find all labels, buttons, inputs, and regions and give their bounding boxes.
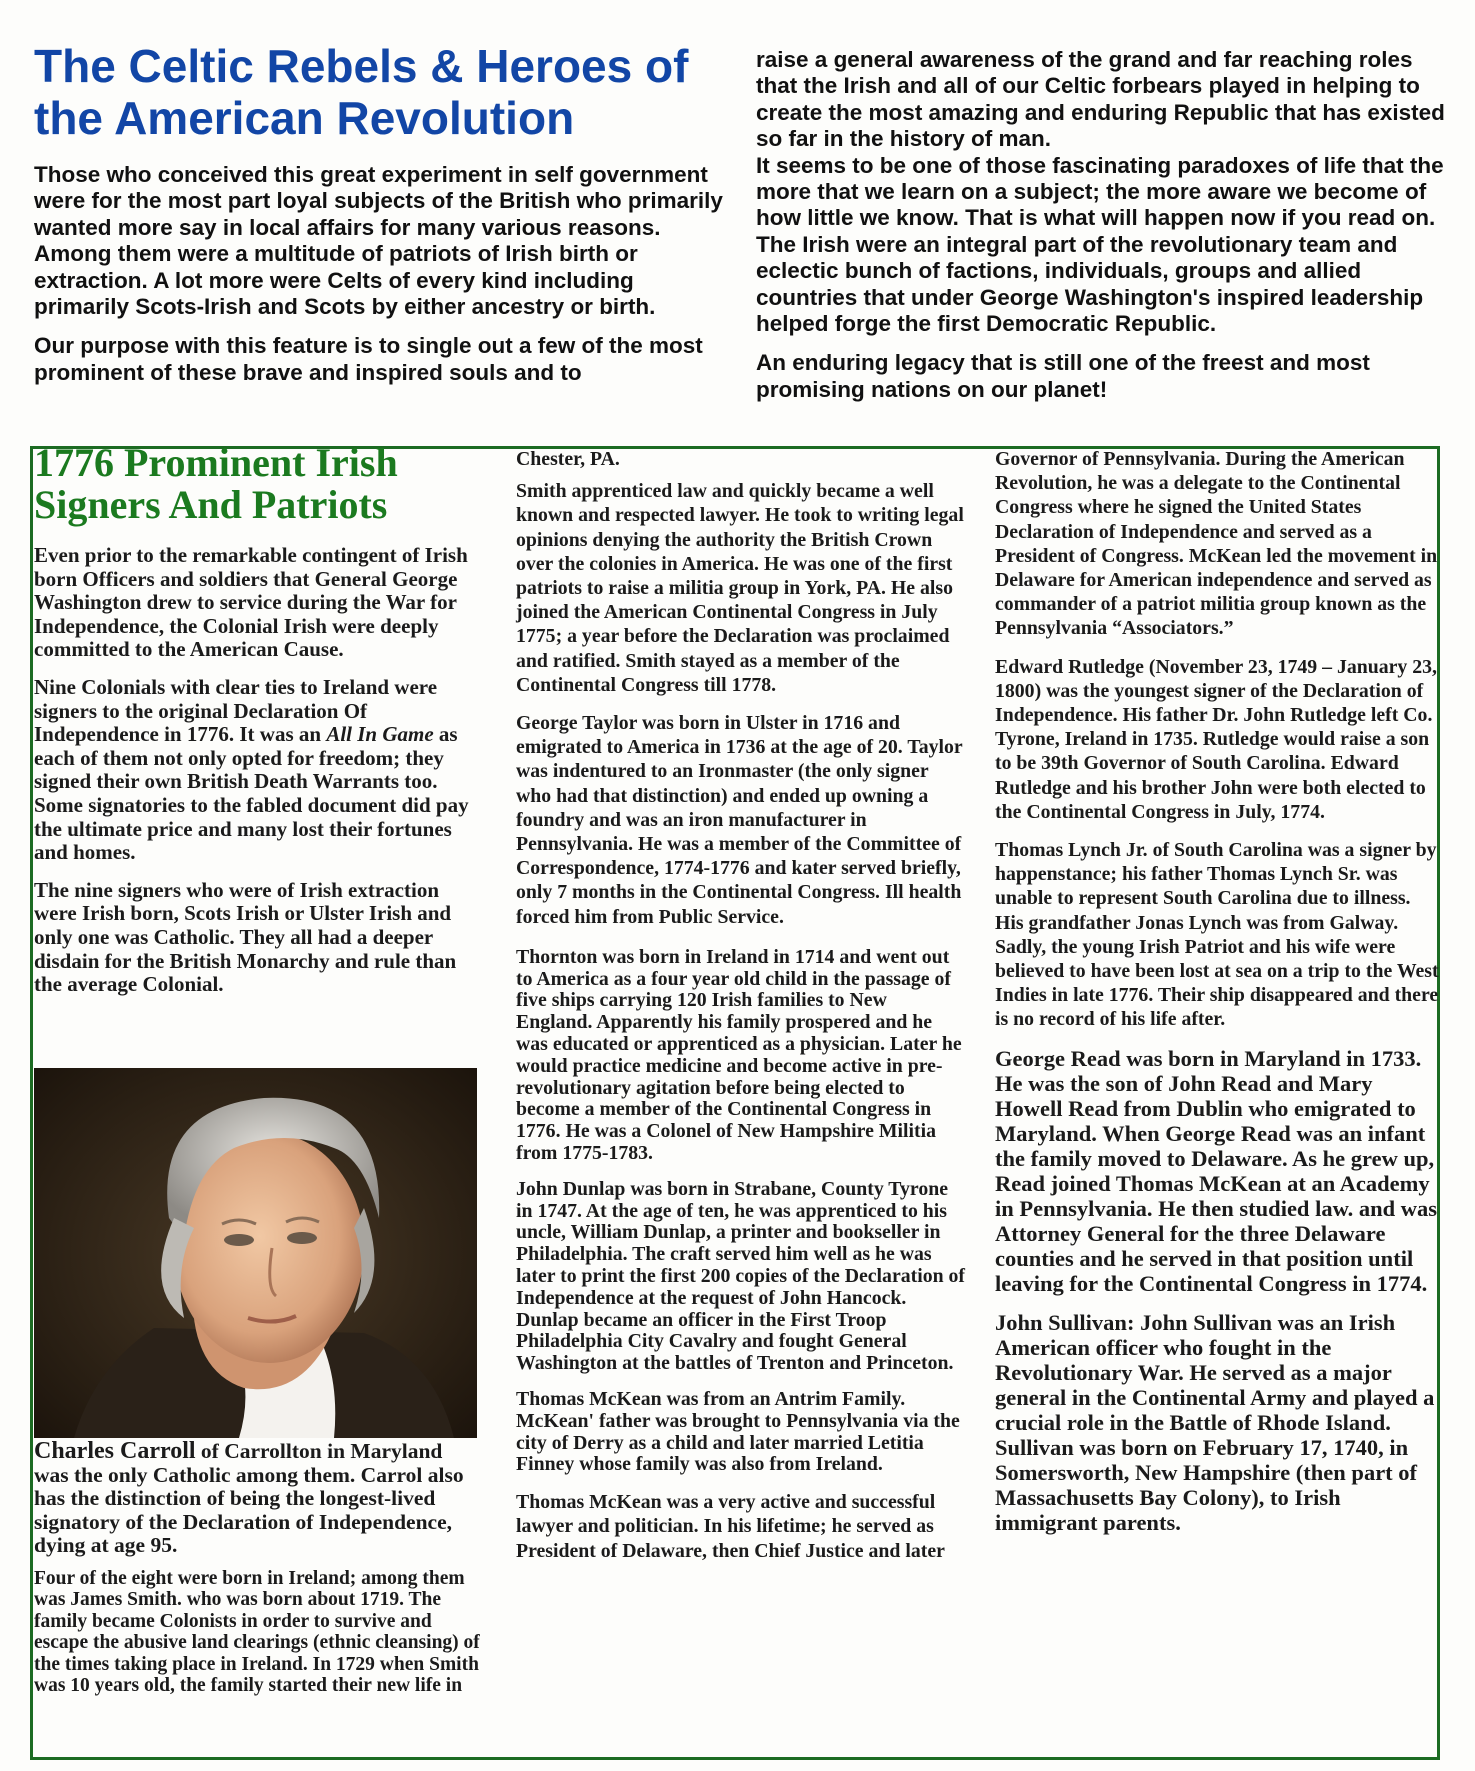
emphasis-text: All In Game <box>326 722 434 747</box>
intro-right-column <box>756 47 1446 403</box>
intro-paragraph: Our purpose with this feature is to single out a few of the most prominent of these brave and inspired souls and to <box>34 333 703 385</box>
article-paragraph: Nine Colonials with clear ties to Ireland were signers to the original Declaration Of Independence in 1776. It was an All In Game as each of them not only opted for freedom; they signed their own British Death Warrants too. Some signatories to the fabled document did pay the ultimate price and many lost their fortunes and homes. <box>34 674 469 865</box>
intro-paragraph: An enduring legacy that is still one of the freest and most promising nations on our planet! <box>756 350 1370 402</box>
intro-paragraph: Those who conceived this great experiment in self government were for the most part loyal subjects of the British who primarily wanted more say in local affairs for many various reasons. Among them were a multitude of patriots of Irish birth or extraction. A lot more were Celts of every kind including primarily Scots-Irish and Scots by either ancestry or birth. <box>34 162 723 320</box>
article-paragraph: Edward Rutledge (November 23, 1749 – January 23, 1800) was the youngest signer of the Declaration of Independence. His father Dr. John Rutledge left Co. Tyrone, Ireland in 1735. Rutledge would raise a son to be 39th Governor of South Carolina. Edward Rutledge and his brother John were both elected to the Continental Congress in July, 1774. <box>995 655 1437 823</box>
article-paragraph: Governor of Pennsylvania. During the American Revolution, he was a delegate to the Continental Congress where he signed the United States Declaration of Independence and served as a President of Congress. McKean led the movement in Delaware for American independence and served as commander of a patriot militia group known as the Pennsylvania “Associators.” <box>995 448 1438 640</box>
carroll-name: Charles Carroll <box>34 1438 196 1464</box>
article-column-1-lower <box>34 1440 480 1696</box>
carroll-paragraph: Charles Carroll of Carrollton in Maryland was the only Catholic among them. Carrol also has the distinction of being the longest-lived signatory of the Declaration of Independence, dying at age 95. <box>34 1438 464 1558</box>
article-paragraph: John Sullivan: John Sullivan was an Irish American officer who fought in the Revolutionary War. He served as a major general in the Continental Army and played a crucial role in the Battle of Rhode Island. Sullivan was born on February 17, 1740, in Somersworth, New Hampshire (then part of Massachusetts Bay Colony), to Irish immigrant parents. <box>995 1309 1435 1535</box>
article-paragraph: Even prior to the remarkable contingent of Irish born Officers and soldiers that General George Washington drew to service during the War for Independence, the Colonial Irish were deeply committed to the American Cause. <box>34 543 468 662</box>
intro-left-column <box>34 162 724 399</box>
intro-paragraph: The Irish were an integral part of the revolutionary team and eclectic bunch of factions, individuals, groups and allied countries that under George Washington's inspired leadership helped forge the first Democratic Republic. <box>756 231 1424 337</box>
page-title: The Celtic Rebels & Heroes of the American Revolution <box>34 40 689 144</box>
article-column-3 <box>995 447 1443 1549</box>
charles-carroll-portrait <box>34 1068 477 1438</box>
section-heading: 1776 Prominent Irish Signers And Patriots <box>34 440 398 527</box>
article-paragraph: Thomas McKean was a very active and successful lawyer and politician. In his lifetime; he served as President of Delaware, then Chief Justice and later <box>516 1491 945 1562</box>
article-paragraph: Chester, PA. <box>516 448 620 470</box>
article-paragraph: Thomas Lynch Jr. of South Carolina was a signer by happenstance; his father Thomas Lynch Sr. was unable to represent South Carolina due to illness. His grandfather Jonas Lynch was from Galway. Sadly, the young Irish Patriot and his wife were believed to have been lost at sea on a trip to the West Indies in late 1776. Their ship disappeared and there is no record of his life after. <box>995 839 1439 1031</box>
intro-paragraph: raise a general awareness of the grand and far reaching roles that the Irish and all of our Celtic forbears played in helping to create the most amazing and enduring Republic that has existed so far in the history of man. <box>756 47 1445 152</box>
article-column-2 <box>516 447 968 1577</box>
intro-paragraph: It seems to be one of those fascinating paradoxes of life that the more that we learn on a subject; the more aware we become of how little we know. That is what will happen now if you read on. <box>756 152 1444 231</box>
article-column-1 <box>34 544 480 1011</box>
article-paragraph: Thomas McKean was from an Antrim Family. McKean' father was brought to Pennsylvania via the city of Derry as a child and later married Letitia Finney whose family was also from Ireland. <box>516 1388 960 1476</box>
article-paragraph: The nine signers who were of Irish extraction were Irish born, Scots Irish or Ulster Irish and only one was Catholic. They all had a deeper disdain for the British Monarchy and rule than the average Colonial. <box>34 877 457 997</box>
article-paragraph: George Read was born in Maryland in 1733. He was the son of John Read and Mary Howell Read from Dublin who emigrated to Maryland. When George Read was an infant the family moved to Delaware. As he grew up, Read joined Thomas McKean at an Academy in Pennsylvania. He then studied law. and was Attorney General for the three Delaware counties and he served in that position until leaving for the Continental Congress in 1774. <box>995 1045 1437 1296</box>
article-paragraph: Smith apprenticed law and quickly became a well known and respected lawyer. He took to writing legal opinions denying the authority the British Crown over the colonies in America. He was one of the first patriots to raise a militia group in York, PA. He also joined the American Continental Congress in July 1775; a year before the Declaration was proclaimed and ratified. Smith stayed as a member of the Continental Congress till 1778. <box>516 480 964 696</box>
article-paragraph: John Dunlap was born in Strabane, County Tyrone in 1747. At the age of ten, he was apprenticed to his uncle, William Dunlap, a printer and bookseller in Philadelphia. The craft served him well as he was later to print the first 200 copies of the Declaration of Independence at the request of John Hancock. Dunlap became an officer in the First Troop Philadelphia City Cavalry and fought General Washington at the battles of Trenton and Princeton. <box>516 1177 966 1375</box>
article-paragraph: Four of the eight were born in Ireland; among them was James Smith. who was born about 1719. The family became Colonists in order to survive and escape the abusive land clearings (ethnic cleansing) of the times taking place in Ireland. In 1729 when Smith was 10 years old, the family started their new life in <box>34 1567 480 1696</box>
article-paragraph: George Taylor was born in Ulster in 1716 and emigrated to America in 1736 at the age of 20. Taylor was indentured to an Ironmaster (the only signer who had that distinction) and ended up owning a foundry and was an iron manufacturer in Pennsylvania. He was a member of the Committee of Correspondence, 1774-1776 and kater served briefly, only 7 months in the Continental Congress. Ill health forced him from Public Service. <box>516 712 963 928</box>
article-paragraph: Thornton was born in Ireland in 1714 and went out to America as a four year old child in the passage of five ships carrying 120 Irish families to New England. Apparently his family prospered and he was educated or apprenticed as a physician. Later he would practice medicine and become active in pre-revolutionary agitation before being elected to become a member of the Continental Congress in 1776. He was a Colonel of New Hampshire Militia from 1775-1783. <box>516 945 962 1165</box>
